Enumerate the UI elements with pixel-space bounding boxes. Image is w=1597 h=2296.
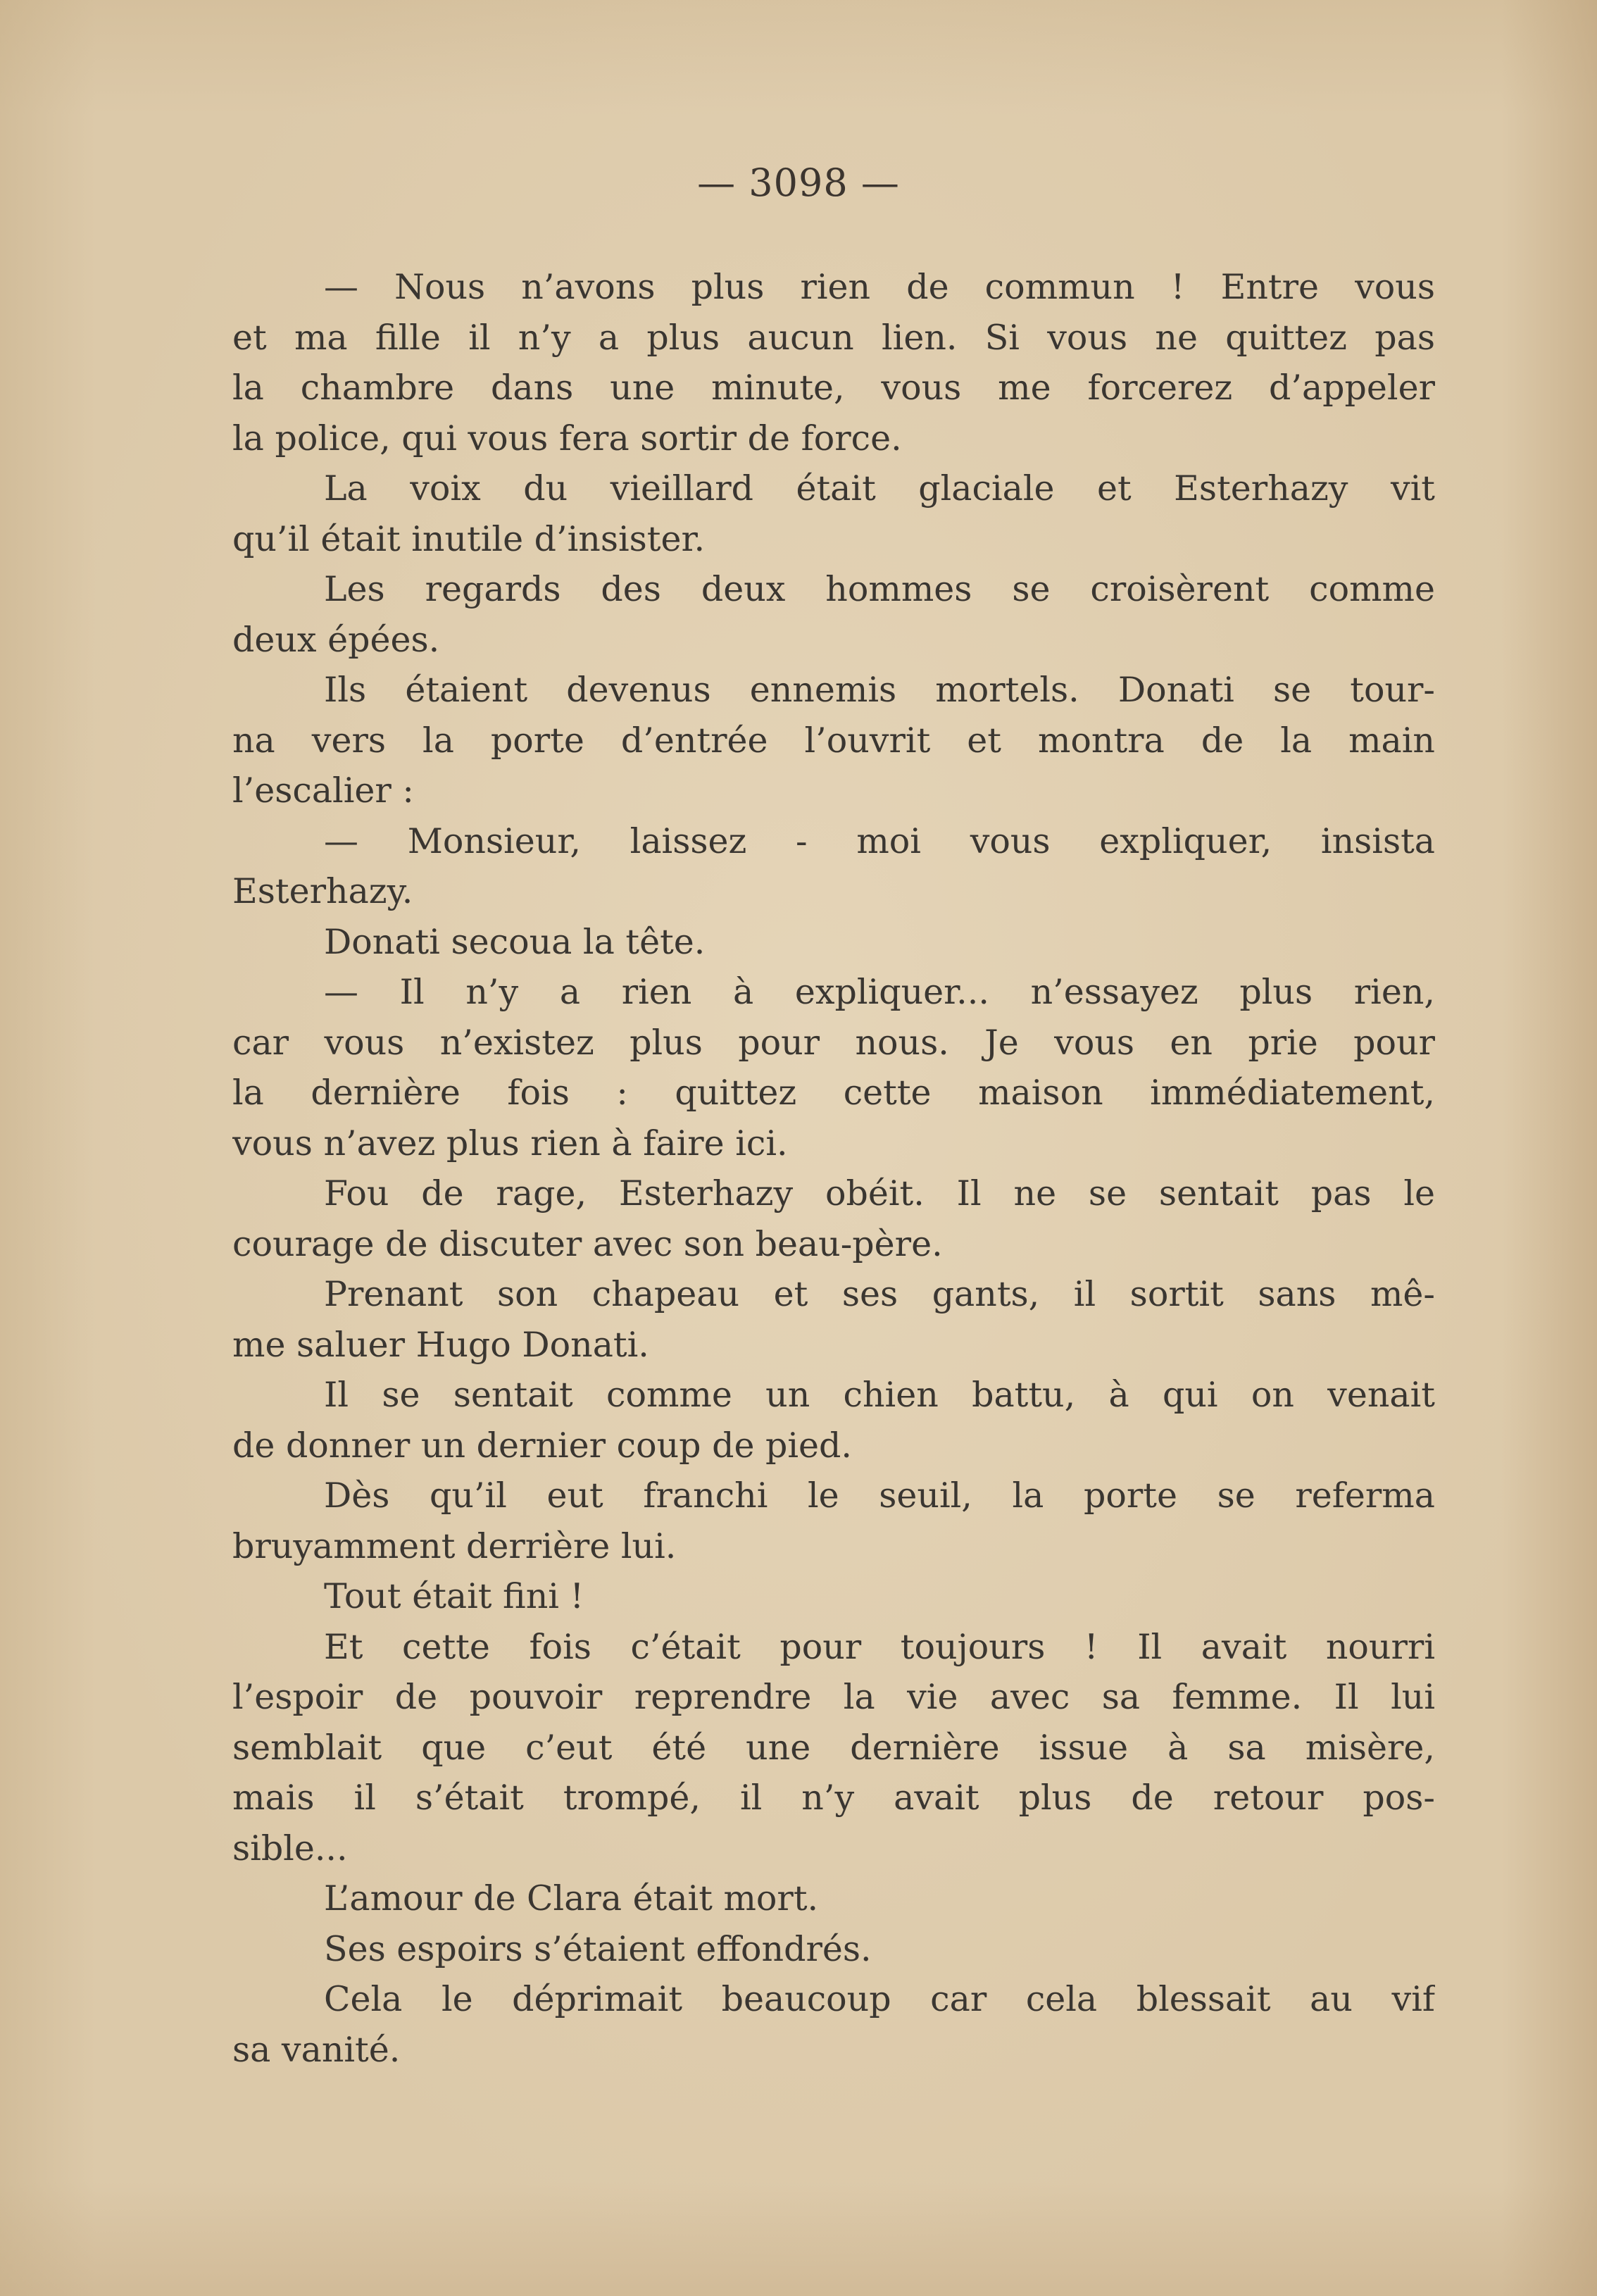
text-line: Donati secoua la tête. [324, 921, 706, 962]
text-line: Il se sentait comme un chien battu, à qui on venait [324, 1375, 1435, 1415]
text-line: Esterhazy. [232, 871, 413, 911]
text-line: courage de discuter avec son beau-père. [232, 1223, 943, 1264]
text-line: La voix du vieillard était glaciale et Esterhazy vit [324, 468, 1435, 509]
text-line: la police, qui vous fera sortir de force. [232, 418, 902, 458]
text-line: na vers la porte d’entrée l’ouvrit et montra de la main [232, 720, 1435, 761]
text-line: vous n’avez plus rien à faire ici. [232, 1123, 788, 1163]
text-line: — Nous n’avons plus rien de commun ! Entre vous [324, 267, 1435, 307]
text-line: la dernière fois : quittez cette maison immédiatement, [232, 1073, 1435, 1113]
text-line: Les regards des deux hommes se croisèrent comme [324, 569, 1435, 609]
text-line: L’amour de Clara était mort. [324, 1878, 819, 1918]
text-line: semblait que c’eut été une dernière issue à sa misère, [232, 1727, 1435, 1768]
text-line: — Il n’y a rien à expliquer... n’essayez plus rien, [324, 972, 1435, 1012]
text-line: Ses espoirs s’étaient effondrés. [324, 1928, 872, 1969]
text-line: et ma fille il n’y a plus aucun lien. Si vous ne quittez pas [232, 317, 1435, 358]
text-line: Prenant son chapeau et ses gants, il sortit sans mê- [324, 1274, 1435, 1314]
text-line: qu’il était inutile d’insister. [232, 518, 706, 559]
text-line: Cela le déprimait beaucoup car cela blessait au vif [324, 1979, 1435, 2019]
text-line: l’escalier : [232, 770, 414, 811]
page-number: — 3098 — [697, 161, 900, 205]
text-line: Tout était fini ! [324, 1576, 584, 1616]
text-line: de donner un dernier coup de pied. [232, 1425, 852, 1466]
body-text [232, 262, 1435, 2075]
text-line: deux épées. [232, 619, 440, 660]
text-line: la chambre dans une minute, vous me forcerez d’appeler [232, 368, 1435, 408]
text-line: me saluer Hugo Donati. [232, 1324, 649, 1365]
text-line: Ils étaient devenus ennemis mortels. Donati se tour- [324, 670, 1435, 710]
text-line: bruyamment derrière lui. [232, 1526, 677, 1566]
text-line: car vous n’existez plus pour nous. Je vous en prie pour [232, 1022, 1435, 1063]
text-line: sible... [232, 1828, 348, 1868]
text-line: Dès qu’il eut franchi le seuil, la porte se referma [324, 1475, 1435, 1516]
text-line: — Monsieur, laissez - moi vous expliquer, insista [324, 821, 1435, 861]
text-line: sa vanité. [232, 2029, 401, 2070]
text-line: l’espoir de pouvoir reprendre la vie avec sa femme. Il lui [232, 1677, 1435, 1717]
text-line: mais il s’était trompé, il n’y avait plus de retour pos- [232, 1778, 1435, 1818]
text-line: Et cette fois c’était pour toujours ! Il avait nourri [324, 1626, 1435, 1667]
text-line: Fou de rage, Esterhazy obéit. Il ne se sentait pas le [324, 1173, 1435, 1213]
